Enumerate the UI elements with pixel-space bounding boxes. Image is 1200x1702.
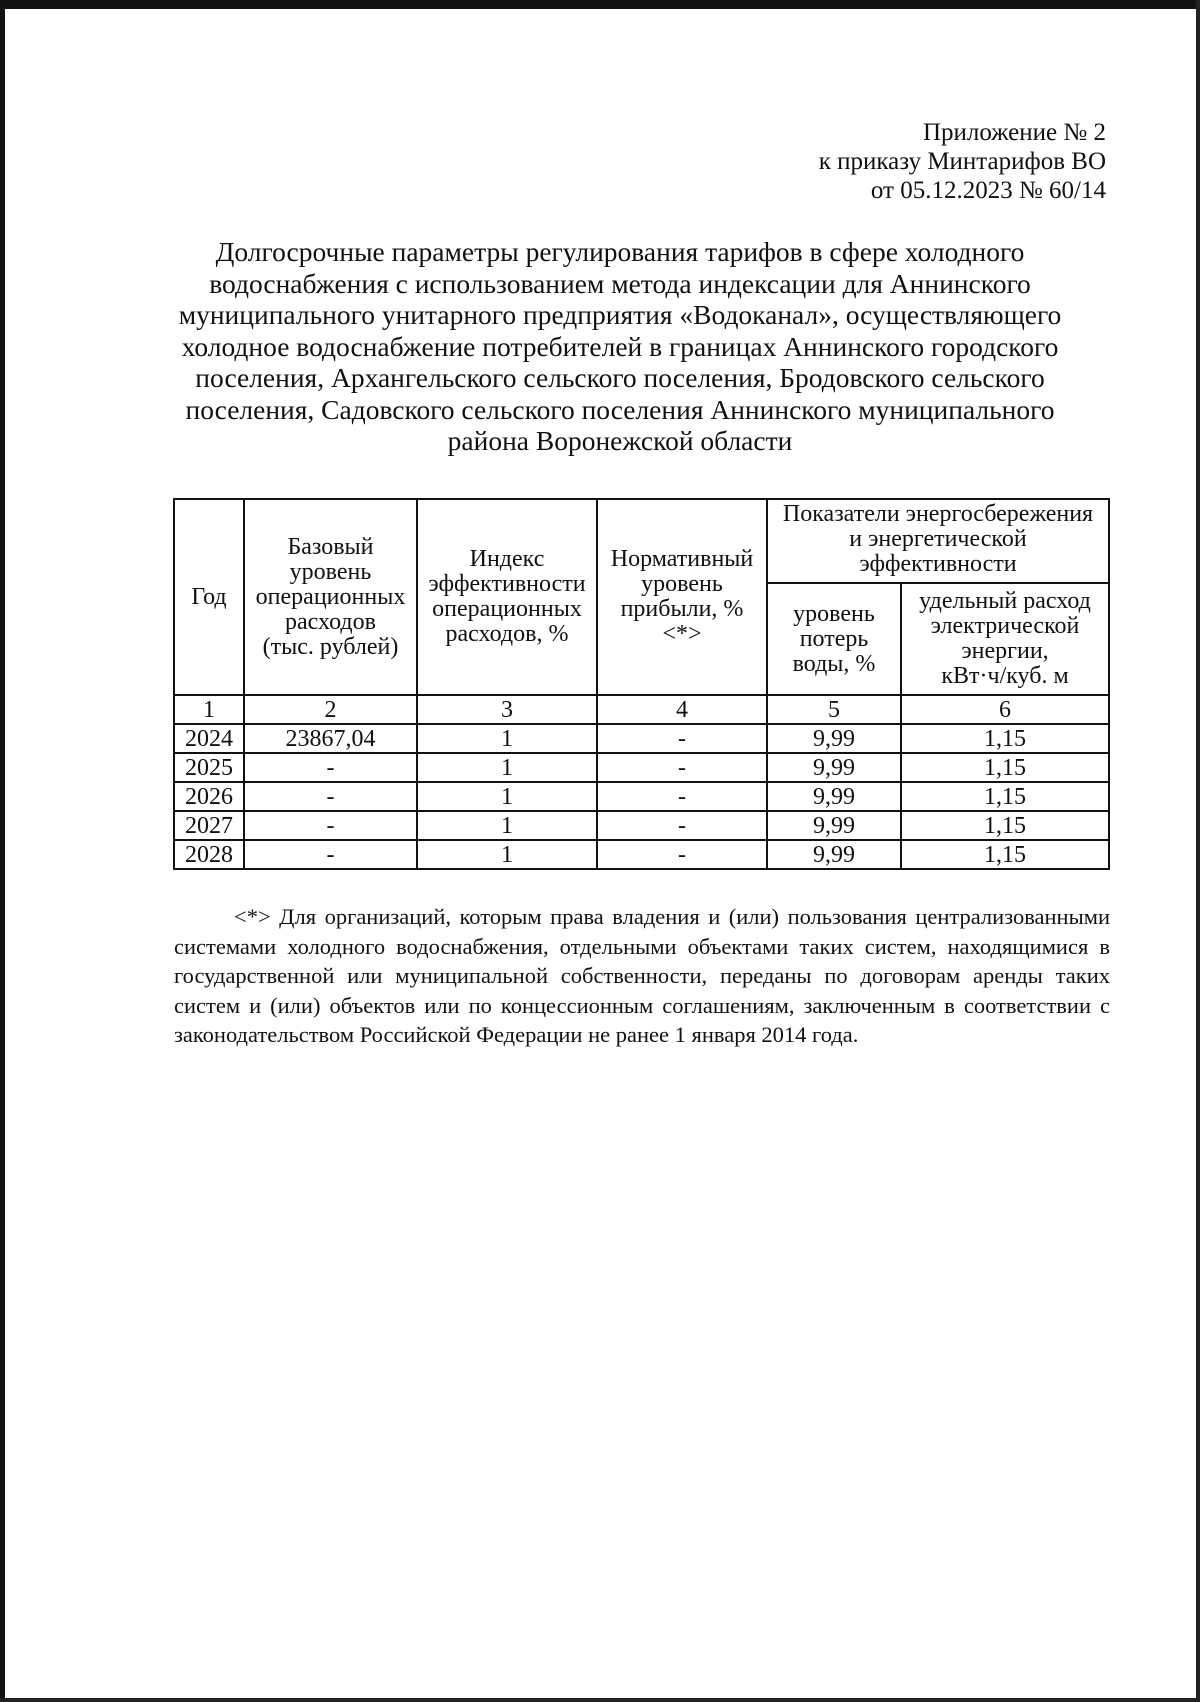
cell-year: 2028 [174,840,244,869]
annex-number: Приложение № 2 [922,119,1106,146]
cell-efficiency-index: 1 [417,840,597,869]
parameters-table [173,498,1110,870]
cell-year: 2026 [174,782,244,811]
cell-profit-level: - [597,840,767,869]
cell-profit-level: - [597,811,767,840]
cell-year: 2024 [174,724,244,753]
title-line: поселения, Архангельского сельского поселения, Бродовского сельского [195,362,1045,393]
column-number: 5 [767,695,901,724]
cell-energy-consumption: 1,15 [901,840,1109,869]
cell-water-loss: 9,99 [767,811,901,840]
annex-order: к приказу Минтарифов ВО [818,148,1106,175]
cell-efficiency-index: 1 [417,811,597,840]
scan-border-bottom [0,1698,1200,1702]
cell-energy-consumption: 1,15 [901,811,1109,840]
footnote [174,902,1110,1050]
table-row [174,840,1109,869]
footnote-text: <*> Для организаций, которым права владения и (или) пользования централизованными системами холодного водоснабжения, отдельными объектами таких систем, находящимися в государственной или муниципальной собственности, переданы по договорам аренды таких систем и (или) объектов или по концессионным соглашениям, заключенным в соответствии с законодательством Российской Федерации не ранее 1 января 2014 года. [174,904,1110,1047]
header-efficiency-index: Индекс эффективности операционных расходов, % [417,499,597,695]
cell-profit-level: - [597,724,767,753]
cell-water-loss: 9,99 [767,782,901,811]
title-line: муниципального унитарного предприятия «Водоканал», осуществляющего [178,299,1062,330]
column-number: 1 [174,695,244,724]
table-header-row [174,499,1109,583]
cell-base-level: - [244,782,417,811]
title-line: Долгосрочные параметры регулирования тарифов в сфере холодного [215,236,1025,267]
header-water-loss: уровень потерь воды, % [767,583,901,695]
table-row [174,782,1109,811]
cell-water-loss: 9,99 [767,840,901,869]
cell-water-loss: 9,99 [767,753,901,782]
column-number: 4 [597,695,767,724]
cell-efficiency-index: 1 [417,724,597,753]
cell-base-level: - [244,753,417,782]
title-line: района Воронежской области [447,425,793,456]
cell-water-loss: 9,99 [767,724,901,753]
cell-energy-consumption: 1,15 [901,724,1109,753]
title-line: поселения, Садовского сельского поселения Аннинского муниципального [185,393,1055,425]
cell-efficiency-index: 1 [417,753,597,782]
cell-base-level: 23867,04 [244,724,417,753]
cell-year: 2027 [174,811,244,840]
column-number-row [174,695,1109,724]
table-row [174,811,1109,840]
scan-border-top [0,0,1200,9]
header-energy-consumption: удельный расход электрической энергии, кВт·ч/куб. м [901,583,1109,695]
table-row [174,724,1109,753]
cell-energy-consumption: 1,15 [901,782,1109,811]
column-number: 3 [417,695,597,724]
title-line: водоснабжения с использованием метода индексации для Аннинского [209,267,1031,299]
cell-base-level: - [244,811,417,840]
cell-profit-level: - [597,753,767,782]
cell-profit-level: - [597,782,767,811]
header-base-level: Базовый уровень операционных расходов (тыс. рублей) [244,499,417,695]
cell-year: 2025 [174,753,244,782]
cell-energy-consumption: 1,15 [901,753,1109,782]
table-row [174,753,1109,782]
scan-border-right [1196,0,1200,1702]
annex-reference [819,118,1106,205]
header-energy-group: Показатели энергосбережения и энергетической эффективности [767,499,1109,583]
cell-base-level: - [244,840,417,869]
annex-date: от 05.12.2023 № 60/14 [870,177,1106,204]
title-line: холодное водоснабжение потребителей в границах Аннинского городского [181,330,1059,362]
document-title [170,236,1070,457]
cell-efficiency-index: 1 [417,782,597,811]
header-year: Год [174,499,244,695]
scan-border-left [0,0,5,1702]
column-number: 2 [244,695,417,724]
column-number: 6 [901,695,1109,724]
header-profit-level: Нормативный уровень прибыли, % <*> [597,499,767,695]
